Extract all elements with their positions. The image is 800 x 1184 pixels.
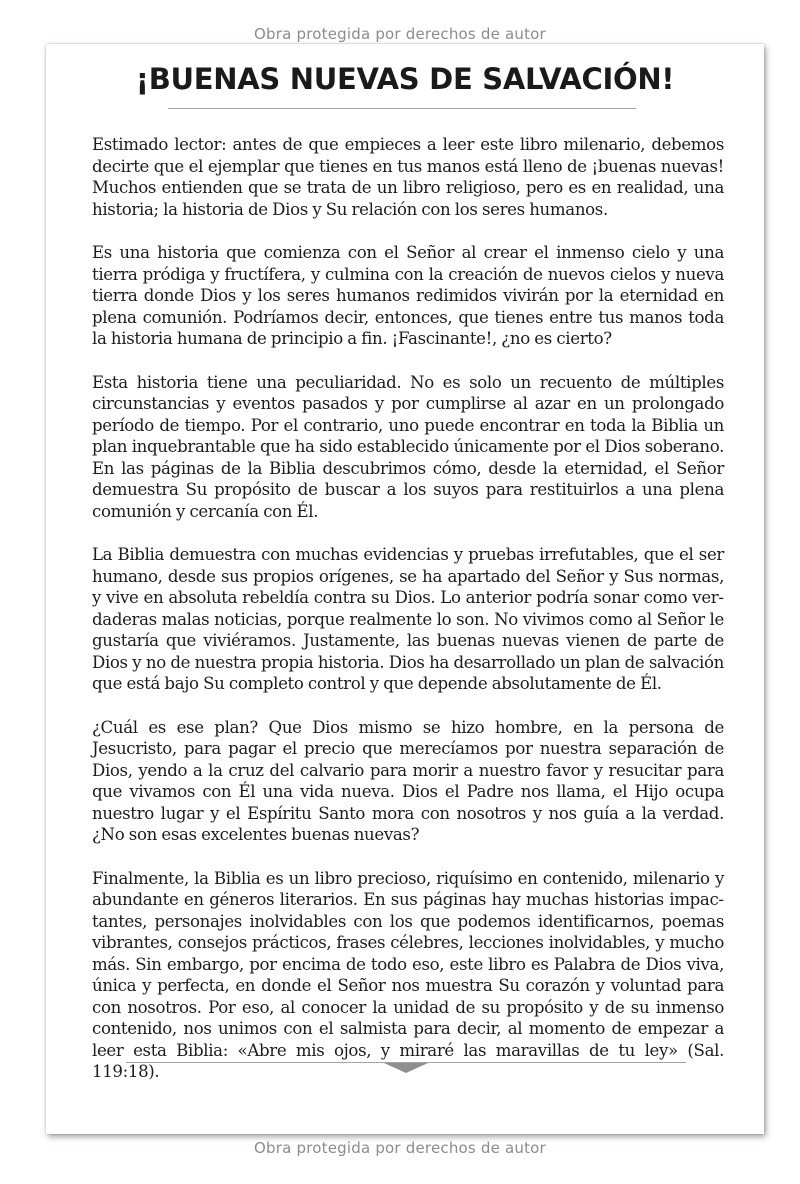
page-body xyxy=(92,134,724,1105)
paragraph-3: Esta historia tiene una peculiaridad. No es solo un recuento de múltiples circunstancias y eventos pasados y por cumplirse al azar en un prolongado período de tiempo. Por el contrario, uno puede encontrar en toda la Biblia un plan inquebrantable que ha sido establecido únicamente por el Dios soberano. En las páginas de la Biblia descubrimos cómo, desde la eternidad, el Señor demuestra Su propósito de buscar a los suyos para restituirlos a una plena comunión y cercanía con Él. xyxy=(92,372,724,521)
page-title: ¡BUENAS NUEVAS DE SALVACIÓN! xyxy=(135,62,675,96)
paragraph-4: La Biblia demuestra con muchas evidencias y pruebas irrefutables, que el ser humano, desde sus propios orígenes, se ha apartado del Señor y Sus normas, y vive en absoluta rebeldía contra su Dios. Lo anterior podría sonar como verdaderas malas noticias, porque realmente lo son. No vivimos como al Señor le gustaría que viviéramos. Justamente, las buenas nuevas vienen de parte de Dios y no de nuestra propia historia. Dios ha desarrollado un plan de salvación que está bajo Su completo control y que depende absolutamente de Él. xyxy=(92,545,724,693)
paragraph-5: ¿Cuál es ese plan? Que Dios mismo se hizo hombre, en la persona de Jesucristo, para pagar el precio que merecíamos por nuestra separación de Dios, yendo a la cruz del calvario para morir a nuestro favor y resucitar para que vivamos con Él una vida nueva. Dios el Padre nos llama, el Hijo ocupa nuestro lugar y el Espíritu Santo mora con nosotros y nos guía a la verdad. ¿No son esas excelentes buenas nuevas? xyxy=(92,717,724,844)
paragraph-2: Es una historia que comienza con el Señor al crear el inmenso cielo y una tierra pródiga y fructífera, y culmina con la creación de nuevos cielos y nueva tierra donde Dios y los seres humanos redimidos vivirán por la eternidad en plena comunión. Podríamos decir, entonces, que tienes entre tus manos toda la historia humana de principio a fin. ¡Fascinante!, ¿no es cierto? xyxy=(92,243,724,348)
triangle-ornament-icon xyxy=(384,1063,428,1073)
paragraph-1: Estimado lector: antes de que empieces a leer este libro milenario, debemos decirte que el ejemplar que tienes en tus manos está lleno de ¡buenas nuevas! Muchos entienden que se trata de un libro religioso, pero es en realidad, una historia; la historia de Dios y Su relación con los seres humanos. xyxy=(92,135,724,219)
copyright-watermark-bottom: Obra protegida por derechos de autor xyxy=(254,1139,546,1157)
paragraph-6: Finalmente, la Biblia es un libro precioso, riquísimo en contenido, milenario y abundante en géneros literarios. En sus páginas hay muchas historias impactantes, personajes inolvidables con los que podemos identificarnos, poemas vibrantes, consejos prácticos, frases célebres, lecciones inolvidables, y mucho más. Sin embargo, por encima de todo eso, este libro es Palabra de Dios viva, única y perfecta, en donde el Señor nos muestra Su corazón y voluntad para con nosotros. Por eso, al conocer la unidad de su propósito y de su inmenso contenido, nos unimos con el salmista para decir, al momento de empezar a leer esta Biblia: «Abre mis ojos, y miraré las maravillas de tu ley» (Sal. 119:18). xyxy=(92,868,724,1081)
copyright-watermark-top: Obra protegida por derechos de autor xyxy=(254,25,546,43)
title-divider xyxy=(168,108,636,109)
book-page xyxy=(46,44,764,1134)
